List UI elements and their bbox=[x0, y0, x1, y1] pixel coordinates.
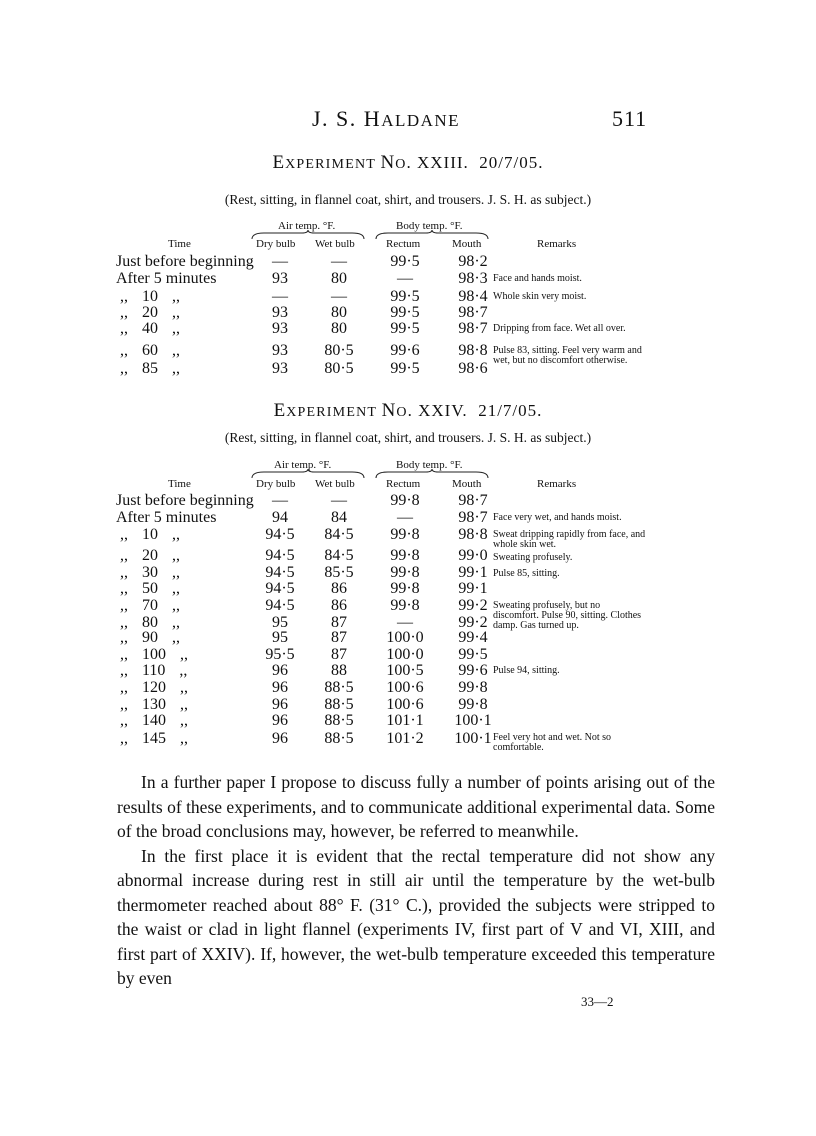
wet-bulb-cell: 84·5 bbox=[324, 526, 354, 543]
wet-bulb-cell: 88·5 bbox=[324, 679, 354, 696]
dry-bulb-cell: 95 bbox=[272, 629, 288, 646]
rectum-cell: 99·5 bbox=[390, 253, 420, 270]
exp23-col-mouth: Mouth bbox=[452, 238, 482, 250]
rectum-cell: — bbox=[397, 614, 413, 631]
exp23-col-remarks: Remarks bbox=[537, 238, 577, 250]
dry-bulb-cell: 93 bbox=[272, 270, 288, 287]
dry-bulb-cell: 96 bbox=[272, 696, 288, 713]
wet-bulb-cell: 86 bbox=[331, 597, 347, 614]
time-cell: ,, 40 ,, bbox=[120, 320, 180, 337]
dry-bulb-cell: 96 bbox=[272, 679, 288, 696]
time-cell: ,, 90 ,, bbox=[120, 629, 180, 646]
wet-bulb-cell: 88·5 bbox=[324, 730, 354, 747]
exp24-subtitle: (Rest, sitting, in flannel coat, shirt, and trousers. J. S. H. as subject.) bbox=[224, 430, 592, 445]
rectum-cell: 101·1 bbox=[386, 712, 424, 729]
exp23-col-time: Time bbox=[168, 238, 191, 250]
wet-bulb-cell: 80 bbox=[331, 304, 347, 321]
time-cell: ,, 20 ,, bbox=[120, 547, 180, 564]
dry-bulb-cell: 93 bbox=[272, 304, 288, 321]
time-cell: ,, 60 ,, bbox=[120, 342, 180, 359]
time-cell: ,, 130 ,, bbox=[120, 696, 188, 713]
mouth-cell: 99·2 bbox=[458, 614, 488, 631]
rectum-cell: 99·8 bbox=[390, 580, 420, 597]
dry-bulb-cell: 94·5 bbox=[265, 564, 295, 581]
exp23-col-rectum: Rectum bbox=[386, 238, 421, 250]
time-cell: ,, 140 ,, bbox=[120, 712, 188, 729]
exp24-remark: Pulse 94, sitting. bbox=[493, 665, 560, 676]
mouth-cell: 99·2 bbox=[458, 597, 488, 614]
time-cell: ,, 20 ,, bbox=[120, 304, 180, 321]
rectum-cell: 100·5 bbox=[386, 662, 424, 679]
body-text bbox=[117, 770, 715, 991]
exp24-col-time: Time bbox=[168, 478, 191, 490]
dry-bulb-cell: 95 bbox=[272, 614, 288, 631]
time-cell: ,, 10 ,, bbox=[120, 288, 180, 305]
rectum-cell: 101·2 bbox=[386, 730, 424, 747]
wet-bulb-cell: 84 bbox=[331, 509, 347, 526]
remarks-cell: Pulse 83, sitting. Feel very warm and wet, but no discomfort otherwise. bbox=[493, 345, 642, 366]
mouth-cell: 98·6 bbox=[458, 360, 488, 377]
rectum-cell: 99·6 bbox=[390, 342, 420, 359]
time-cell: Just before beginning bbox=[116, 253, 254, 270]
rectum-cell: 99·8 bbox=[390, 492, 420, 509]
dry-bulb-cell: 94·5 bbox=[265, 597, 295, 614]
mouth-cell: 98·7 bbox=[458, 492, 488, 509]
rectum-cell: — bbox=[397, 509, 413, 526]
running-header bbox=[0, 106, 816, 136]
wet-bulb-cell: 87 bbox=[331, 629, 347, 646]
time-cell: ,, 110 ,, bbox=[120, 662, 188, 679]
dry-bulb-cell: 94·5 bbox=[265, 526, 295, 543]
rectum-cell: 99·8 bbox=[390, 597, 420, 614]
mouth-cell: 99·1 bbox=[458, 564, 488, 581]
mouth-cell: 98·7 bbox=[458, 320, 488, 337]
exp23-title: EXPERIMENT NO. XXIII. 20/7/05. bbox=[272, 152, 544, 173]
wet-bulb-cell: 80 bbox=[331, 270, 347, 287]
time-cell: ,, 120 ,, bbox=[120, 679, 188, 696]
exp24-col-dry: Dry bulb bbox=[256, 478, 296, 490]
exp24-remark: Face very wet, and hands moist. bbox=[493, 512, 622, 523]
wet-bulb-cell: 88·5 bbox=[324, 712, 354, 729]
remarks-cell: Whole skin very moist. bbox=[493, 291, 587, 302]
rectum-cell: 99·5 bbox=[390, 304, 420, 321]
wet-bulb-cell: 88 bbox=[331, 662, 347, 679]
mouth-cell: 100·1 bbox=[454, 712, 492, 729]
time-cell: ,, 145 ,, bbox=[120, 730, 188, 747]
wet-bulb-cell: 80 bbox=[331, 320, 347, 337]
rectum-cell: 100·0 bbox=[386, 629, 424, 646]
time-cell: ,, 30 ,, bbox=[120, 564, 180, 581]
rectum-cell: 99·5 bbox=[390, 320, 420, 337]
mouth-cell: 98·2 bbox=[458, 253, 488, 270]
rectum-cell: 99·5 bbox=[390, 288, 420, 305]
time-cell: ,, 10 ,, bbox=[120, 526, 180, 543]
exp24-group-body: Body temp. °F. bbox=[396, 459, 463, 471]
exp23-subtitle: (Rest, sitting, in flannel coat, shirt, and trousers. J. S. H. as subject.) bbox=[224, 192, 592, 207]
mouth-cell: 99·4 bbox=[458, 629, 488, 646]
exp24-remark: Sweating profusely. bbox=[493, 552, 573, 563]
mouth-cell: 98·7 bbox=[458, 509, 488, 526]
rectum-cell: 99·5 bbox=[390, 360, 420, 377]
exp24-col-wet: Wet bulb bbox=[315, 478, 355, 490]
dry-bulb-cell: 96 bbox=[272, 712, 288, 729]
mouth-cell: 99·8 bbox=[458, 696, 488, 713]
rectum-cell: — bbox=[397, 270, 413, 287]
wet-bulb-cell: 88·5 bbox=[324, 696, 354, 713]
dry-bulb-cell: 93 bbox=[272, 320, 288, 337]
dry-bulb-cell: 95·5 bbox=[265, 646, 295, 663]
page-number: 511 bbox=[612, 106, 648, 131]
wet-bulb-cell: 84·5 bbox=[324, 547, 354, 564]
rectum-cell: 100·6 bbox=[386, 679, 424, 696]
remarks-cell: Face and hands moist. bbox=[493, 273, 582, 284]
wet-bulb-cell: 86 bbox=[331, 580, 347, 597]
rectum-cell: 100·6 bbox=[386, 696, 424, 713]
time-cell: Just before beginning bbox=[116, 492, 254, 509]
mouth-cell: 99·5 bbox=[458, 646, 488, 663]
wet-bulb-cell: — bbox=[331, 492, 347, 509]
dry-bulb-cell: 93 bbox=[272, 360, 288, 377]
rectum-cell: 99·8 bbox=[390, 526, 420, 543]
mouth-cell: 98·7 bbox=[458, 304, 488, 321]
time-cell: After 5 minutes bbox=[116, 270, 217, 287]
rectum-cell: 100·0 bbox=[386, 646, 424, 663]
time-cell: ,, 80 ,, bbox=[120, 614, 180, 631]
rectum-cell: 99·8 bbox=[390, 564, 420, 581]
dry-bulb-cell: 93 bbox=[272, 342, 288, 359]
folio-mark: 33—2 bbox=[581, 994, 614, 1009]
mouth-cell: 98·3 bbox=[458, 270, 488, 287]
dry-bulb-cell: — bbox=[272, 492, 288, 509]
mouth-cell: 99·8 bbox=[458, 679, 488, 696]
mouth-cell: 99·0 bbox=[458, 547, 488, 564]
dry-bulb-cell: — bbox=[272, 253, 288, 270]
wet-bulb-cell: 80·5 bbox=[324, 342, 354, 359]
exp24-remark: Sweating profusely, but no discomfort. Pulse 90, sitting. Clothes damp. Gas turned up. bbox=[493, 600, 642, 631]
wet-bulb-cell: 80·5 bbox=[324, 360, 354, 377]
paragraph-2: In the first place it is evident that the rectal temperature did not show any abnormal increase during rest in still air until the temperature by the wet-bulb thermometer reached about 88° F. (31° C.), provided the subjects were stripped to the waist or clad in light flannel (experiments IV, first part of V and VI, XIII, and first part of XXIV). If, however, the wet-bulb temperature exceeded this temperature by even bbox=[117, 845, 715, 988]
mouth-cell: 98·8 bbox=[458, 526, 488, 543]
wet-bulb-cell: 87 bbox=[331, 614, 347, 631]
wet-bulb-cell: — bbox=[331, 253, 347, 270]
mouth-cell: 99·6 bbox=[458, 662, 488, 679]
exp24-col-remarks: Remarks bbox=[537, 478, 577, 490]
time-cell: After 5 minutes bbox=[116, 509, 217, 526]
remarks-cell: Dripping from face. Wet all over. bbox=[493, 323, 626, 334]
mouth-cell: 98·8 bbox=[458, 342, 488, 359]
mouth-cell: 98·4 bbox=[458, 288, 488, 305]
mouth-cell: 99·1 bbox=[458, 580, 488, 597]
dry-bulb-cell: 96 bbox=[272, 730, 288, 747]
paragraph-1: In a further paper I propose to discuss fully a number of points arising out of the results of these experiments, and to communicate additional experimental data. Some of the broad conclusions may, however, be referred to meanwhile. bbox=[117, 772, 715, 841]
exp23-col-wet: Wet bulb bbox=[315, 238, 355, 250]
dry-bulb-cell: 96 bbox=[272, 662, 288, 679]
exp24-col-rectum: Rectum bbox=[386, 478, 421, 490]
exp23-col-dry: Dry bulb bbox=[256, 238, 296, 250]
wet-bulb-cell: — bbox=[331, 288, 347, 305]
time-cell: ,, 70 ,, bbox=[120, 597, 180, 614]
exp24-remark: Feel very hot and wet. Not so comfortable. bbox=[493, 732, 612, 753]
time-cell: ,, 100 ,, bbox=[120, 646, 188, 663]
exp24-col-mouth: Mouth bbox=[452, 478, 482, 490]
wet-bulb-cell: 87 bbox=[331, 646, 347, 663]
dry-bulb-cell: 94·5 bbox=[265, 580, 295, 597]
mouth-cell: 100·1 bbox=[454, 730, 492, 747]
exp24-remark: Sweat dripping rapidly from face, and whole skin wet. bbox=[493, 529, 646, 550]
wet-bulb-cell: 85·5 bbox=[324, 564, 354, 581]
dry-bulb-cell: 94 bbox=[272, 509, 288, 526]
exp24-group-air: Air temp. °F. bbox=[274, 459, 332, 471]
time-cell: ,, 85 ,, bbox=[120, 360, 180, 377]
time-cell: ,, 50 ,, bbox=[120, 580, 180, 597]
exp24-remark: Pulse 85, sitting. bbox=[493, 568, 560, 579]
exp24-title: EXPERIMENT NO. XXIV. 21/7/05. bbox=[273, 400, 543, 421]
dry-bulb-cell: — bbox=[272, 288, 288, 305]
rectum-cell: 99·8 bbox=[390, 547, 420, 564]
dry-bulb-cell: 94·5 bbox=[265, 547, 295, 564]
running-author: J. S. HALDANE bbox=[312, 106, 461, 131]
exp23-group-body: Body temp. °F. bbox=[396, 220, 463, 232]
exp23-group-air: Air temp. °F. bbox=[278, 220, 336, 232]
